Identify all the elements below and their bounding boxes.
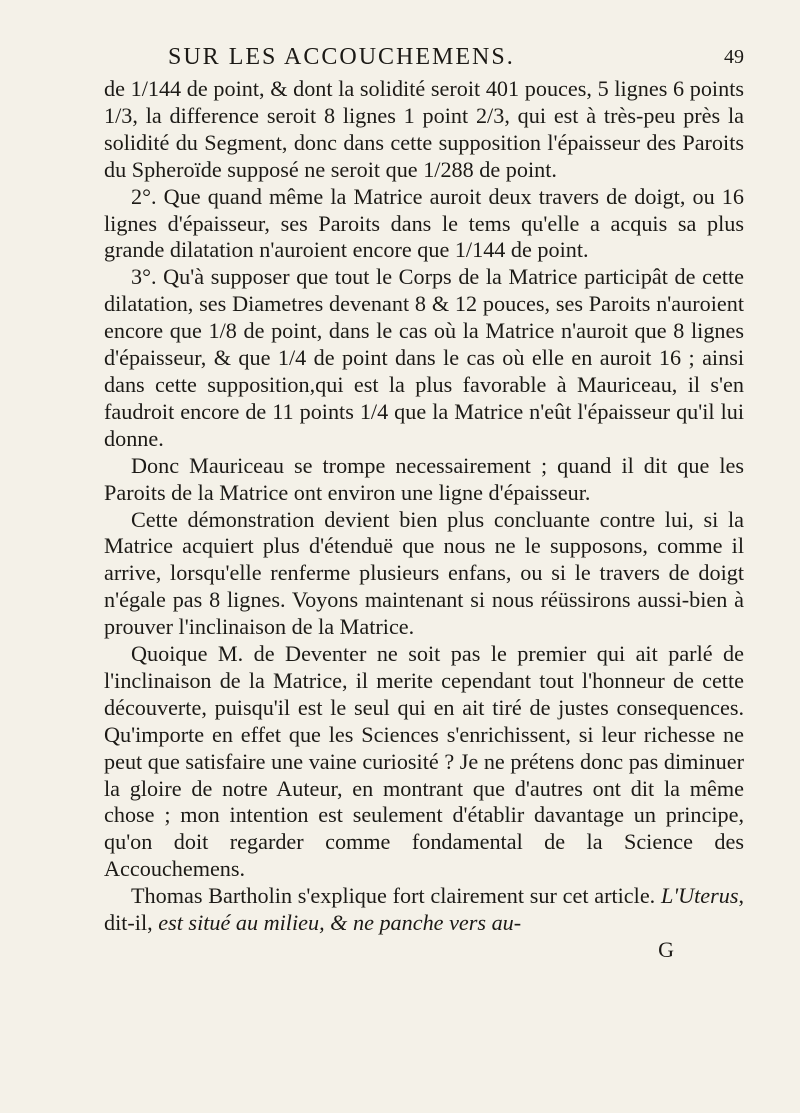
paragraph: 2°. Que quand même la Matrice auroit deux travers de doigt, ou 16 lignes d'épaisseur, ses Paroits dans le tems qu'elle a acquis sa plus grande dilatation n'auroient encore que 1/144 de point. xyxy=(104,183,744,263)
paragraph-middle: , dit-il, xyxy=(104,883,745,936)
paragraph: Quoique M. de Deventer ne soit pas le premier qui ait parlé de l'inclinaison de la Matrice, il merite cependant tout l'honneur de cette découverte, puisqu'il est le seul qui en ait tiré de justes consequences. Qu'importe en effet que les Sciences s'enrichissent, si leur richesse ne peut que satisfaire une vaine curiosité ? Je ne prétens donc pas diminuer la gloire de notre Auteur, en montrant que d'autres ont dit la même chose ; mon intention est seulement d'établir davantage un principe, qu'on doit regarder comme fondamental de la Science des Accouchemens. xyxy=(104,641,744,882)
quote-open: L'Uterus xyxy=(660,883,739,909)
paragraph-last xyxy=(104,883,744,937)
body-text xyxy=(104,76,744,937)
paragraph-lead: Thomas Bartholin s'explique fort clairement sur cet article. xyxy=(131,883,656,909)
catchword: G xyxy=(658,937,674,962)
running-title: SUR LES ACCOUCHEMENS. xyxy=(168,44,515,70)
paragraph: 3°. Qu'à supposer que tout le Corps de la Matrice participât de cette dilatation, ses Diametres devenant 8 & 12 pouces, ses Paroits n'auroient encore que 1/8 de point, dans le cas où la Matrice n'auroit que 8 lignes d'épaisseur, & que 1/4 de point dans le cas où elle en auroit 16 ; ainsi dans cette supposition,qui est la plus favorable à Mauriceau, il s'en faudroit encore de 11 points 1/4 que la Matrice n'eût l'épaisseur qu'il lui donne. xyxy=(104,264,744,451)
paragraph: de 1/144 de point, & dont la solidité seroit 401 pouces, 5 lignes 6 points 1/3, la difference seroit 8 lignes 1 point 2/3, qui est à très-peu près la solidité du Segment, donc dans cette supposition l'épaisseur des Paroits du Spheroïde supposé ne seroit que 1/288 de point. xyxy=(104,76,744,182)
paragraph: Donc Mauriceau se trompe necessairement ; quand il dit que les Paroits de la Matrice ont environ une ligne d'épaisseur. xyxy=(104,452,744,505)
page-number: 49 xyxy=(724,46,744,68)
quote-rest: est situé au milieu, & ne panche vers au- xyxy=(158,910,522,936)
book-page xyxy=(104,44,744,963)
paragraph: Cette démonstration devient bien plus concluante contre lui, si la Matrice acquiert plus d'étenduë que nous ne le supposons, comme il arrive, lorsqu'elle renferme plusieurs enfans, ou si le travers de doigt n'égale pas 8 lignes. Voyons maintenant si nous réüssirons aussi-bien à prouver l'inclinaison de la Matrice. xyxy=(104,506,744,640)
page-header xyxy=(104,44,744,76)
